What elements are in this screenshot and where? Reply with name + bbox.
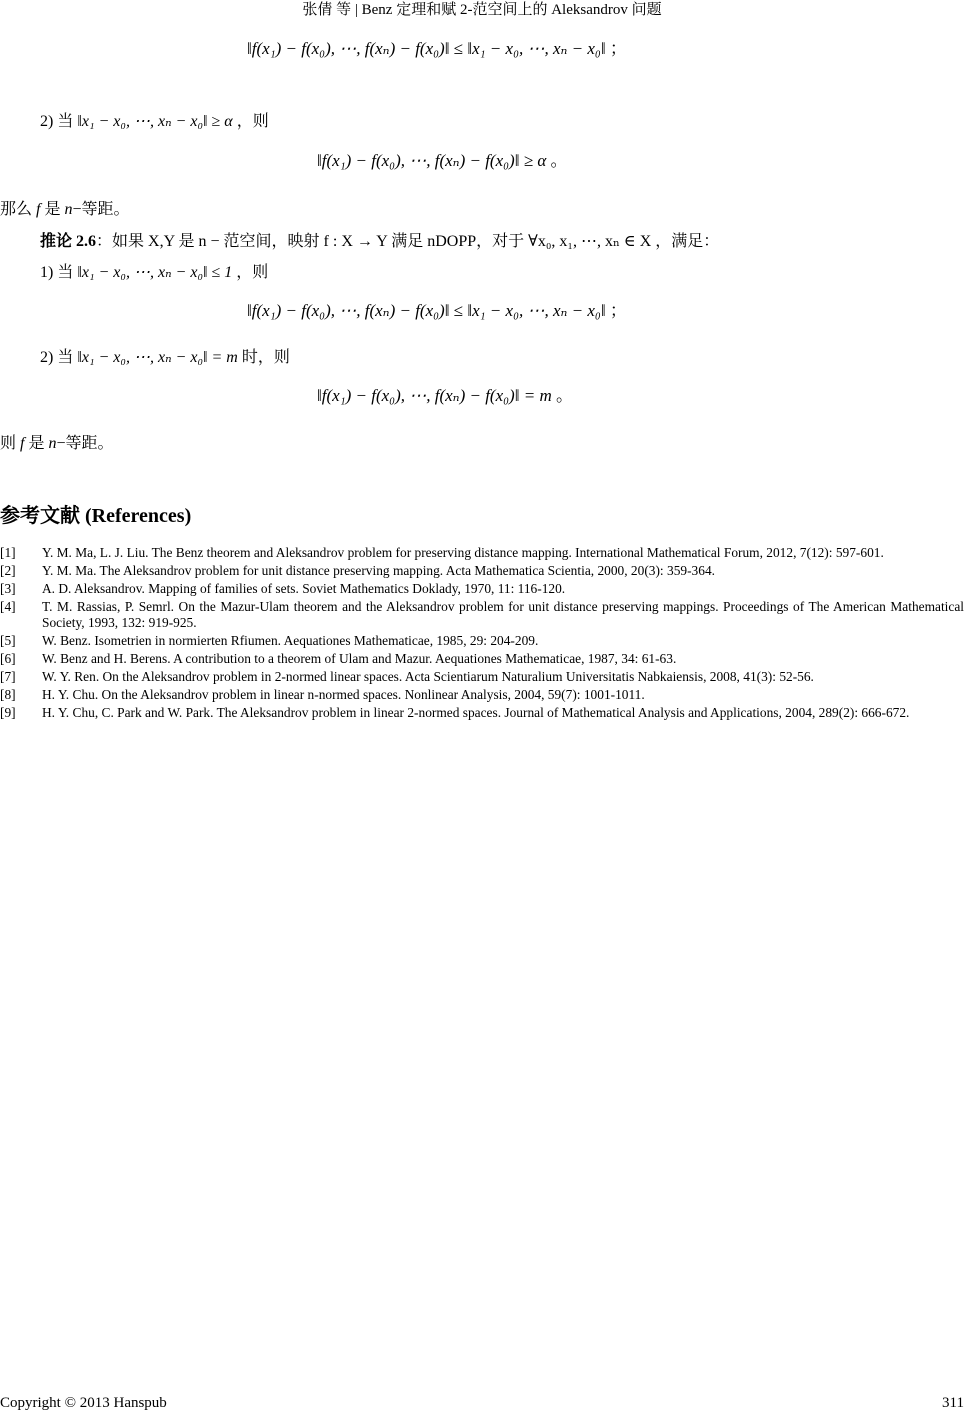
conclusion-pre: 则	[0, 435, 17, 452]
reference-text: H. Y. Chu. On the Aleksandrov problem in linear n-normed spaces. Nonlinear Analysis, 2004, 59(7): 1001-1011.	[42, 687, 645, 702]
reference-list	[0, 545, 964, 723]
equation-4	[317, 384, 573, 408]
reference-number: [4]	[0, 599, 16, 614]
condition-norm: ‖x₁ − x₀, ⋯, xₙ − x₀‖ ≤ 1	[77, 264, 233, 281]
equation-end: 。	[555, 386, 573, 405]
conclusion-n: n	[64, 201, 73, 218]
reference-number: [6]	[0, 651, 16, 666]
equation-relation: ≤	[453, 39, 464, 58]
equation-3	[247, 299, 627, 323]
conclusion-1	[0, 199, 130, 221]
corollary-label: 推论 2.6	[40, 233, 97, 250]
reference-item	[0, 599, 964, 631]
equation-relation: ≥ α	[523, 151, 547, 170]
equation-end: ；	[609, 39, 627, 58]
reference-number: [9]	[0, 705, 16, 720]
reference-number: [2]	[0, 563, 16, 578]
reference-item	[0, 651, 964, 667]
condition-2	[40, 111, 269, 133]
reference-number: [8]	[0, 687, 16, 702]
equation-relation: = m	[523, 386, 552, 405]
condition-suffix: ，则	[236, 113, 269, 130]
condition-norm: ‖x₁ − x₀, ⋯, xₙ − x₀‖ ≥ α	[77, 113, 233, 130]
reference-text: W. Y. Ren. On the Aleksandrov problem in 2-normed linear spaces. Acta Scientiarum Naturalium Universitatis Nabkaiensis, 2008, 41(3): 52-56.	[42, 669, 814, 684]
reference-number: [3]	[0, 581, 16, 596]
reference-text: A. D. Aleksandrov. Mapping of families of sets. Soviet Mathematics Doklady, 1970, 11: 116-120.	[42, 581, 566, 596]
reference-item	[0, 705, 964, 721]
references-heading: 参考文献 (References)	[0, 505, 192, 527]
reference-item	[0, 633, 964, 649]
conclusion-f: f	[36, 201, 41, 218]
reference-text: T. M. Rassias, P. Semrl. On the Mazur-Ulam theorem and the Aleksandrov problem for unit distance preserving mappings. Proceedings of The American Mathematical Society, 1993, 132: 919-925.	[42, 599, 964, 630]
reference-item	[0, 545, 964, 561]
reference-text: Y. M. Ma, L. J. Liu. The Benz theorem and Aleksandrov problem for preserving distance mapping. International Mathematical Forum, 2012, 7(12): 597-601.	[42, 545, 884, 560]
reference-number: [7]	[0, 669, 16, 684]
corollary-condition-2	[40, 347, 290, 369]
conclusion-n: n	[48, 435, 57, 452]
condition-norm: ‖x₁ − x₀, ⋯, xₙ − x₀‖ = m	[77, 349, 238, 366]
conclusion-mid: 是	[28, 435, 45, 452]
equation-relation: ≤	[453, 301, 464, 320]
conclusion-post: −等距。	[72, 201, 130, 218]
corollary-text: ：如果 X,Y 是 n − 范空间，映射 f : X → Y 满足 nDOPP，对于 ∀x₀, x₁, ⋯, xₙ ∈ X ，满足：	[96, 233, 720, 250]
reference-item	[0, 669, 964, 685]
condition-suffix: ，则	[236, 264, 269, 281]
equation-lhs: ‖f(x₁) − f(x₀), ⋯, f(xₙ) − f(x₀)‖	[247, 39, 450, 58]
conclusion-2	[0, 433, 114, 455]
conclusion-mid: 是	[44, 201, 61, 218]
reference-text: Y. M. Ma. The Aleksandrov problem for unit distance preserving mapping. Acta Mathematica Scientia, 2000, 20(3): 359-364.	[42, 563, 715, 578]
corollary-2-6	[40, 231, 719, 253]
equation-rhs: ‖x₁ − x₀, ⋯, xₙ − x₀‖	[467, 301, 606, 320]
conclusion-post: −等距。	[56, 435, 114, 452]
reference-text: H. Y. Chu, C. Park and W. Park. The Aleksandrov problem in linear 2-normed spaces. Journal of Mathematical Analysis and Applications, 2004, 289(2): 666-672.	[42, 705, 910, 720]
condition-prefix: 2) 当	[40, 349, 74, 366]
condition-prefix: 1) 当	[40, 264, 74, 281]
equation-2	[317, 149, 568, 173]
equation-end: ；	[609, 301, 627, 320]
equation-lhs: ‖f(x₁) − f(x₀), ⋯, f(xₙ) − f(x₀)‖	[247, 301, 450, 320]
corollary-condition-1	[40, 262, 268, 284]
equation-1	[247, 37, 627, 61]
reference-number: [5]	[0, 633, 16, 648]
reference-item	[0, 563, 964, 579]
reference-number: [1]	[0, 545, 16, 560]
reference-text: W. Benz. Isometrien in normierten Rfiumen. Aequationes Mathematicae, 1985, 29: 204-209.	[42, 633, 539, 648]
page-number: 311	[942, 1395, 964, 1411]
condition-suffix: 时，则	[241, 349, 290, 366]
reference-item	[0, 581, 964, 597]
condition-prefix: 2) 当	[40, 113, 74, 130]
running-header: 张倩 等 | Benz 定理和赋 2-范空间上的 Aleksandrov 问题	[302, 2, 662, 18]
conclusion-f: f	[20, 435, 25, 452]
copyright-notice: Copyright © 2013 Hanspub	[0, 1395, 167, 1411]
equation-end: 。	[550, 151, 568, 170]
equation-lhs: ‖f(x₁) − f(x₀), ⋯, f(xₙ) − f(x₀)‖	[317, 151, 520, 170]
equation-lhs: ‖f(x₁) − f(x₀), ⋯, f(xₙ) − f(x₀)‖	[317, 386, 520, 405]
conclusion-pre: 那么	[0, 201, 33, 218]
reference-item	[0, 687, 964, 703]
reference-text: W. Benz and H. Berens. A contribution to a theorem of Ulam and Mazur. Aequationes Mathematicae, 1987, 34: 61-63.	[42, 651, 677, 666]
equation-rhs: ‖x₁ − x₀, ⋯, xₙ − x₀‖	[467, 39, 606, 58]
